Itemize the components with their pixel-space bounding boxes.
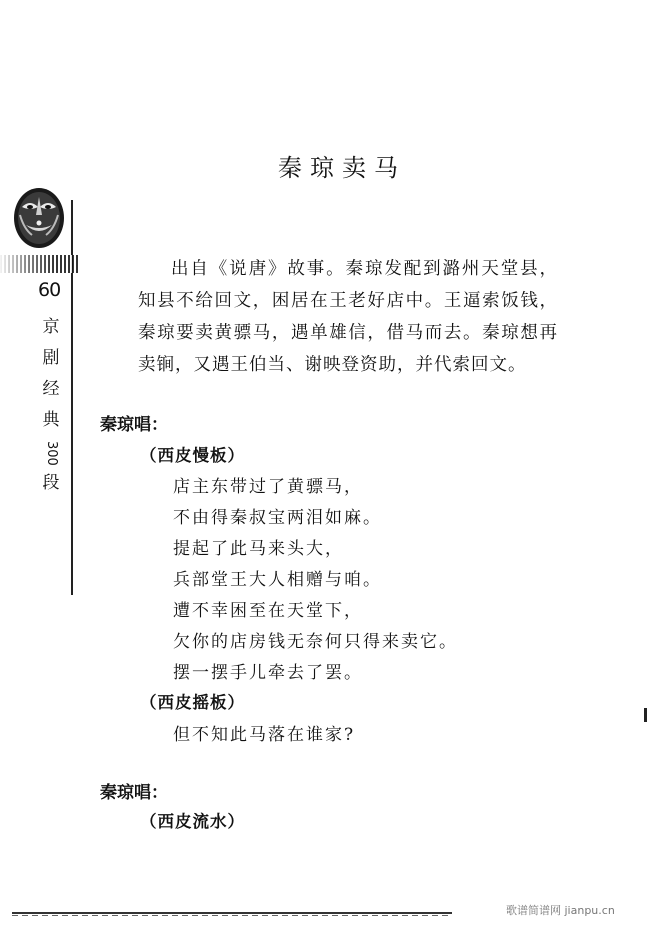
tune-label: （西皮慢板）	[140, 446, 245, 465]
singer-label: 秦琼唱：	[100, 783, 168, 803]
lyric-line: 遭不幸困至在天堂下，	[173, 601, 363, 621]
lyric-line: 欠你的店房钱无奈何只得来卖它。	[173, 632, 458, 652]
opera-mask-icon	[12, 185, 66, 255]
book-title-char: 段	[42, 473, 60, 493]
lyric-line: 不由得秦叔宝两泪如麻。	[173, 508, 382, 528]
book-title-char: 剧	[42, 348, 60, 368]
lyric-line: 摆一摆手儿牵去了罢。	[173, 663, 363, 683]
book-title-number: 300	[44, 441, 59, 466]
lyric-line: 兵部堂王大人相赠与咱。	[173, 570, 382, 590]
book-title-char: 典	[42, 410, 60, 430]
lyric-line: 提起了此马来头大，	[173, 539, 344, 559]
lyric-line: 店主东带过了黄骠马，	[173, 477, 363, 497]
book-title-char: 京	[42, 317, 60, 337]
lyric-line: 但不知此马落在谁家?	[173, 725, 356, 745]
page-title: 秦琼卖马	[278, 154, 406, 182]
intro-paragraph: 出自《说唐》故事。秦琼发配到潞州天堂县，知县不给回文，困居在王老好店中。王逼索饭钱，秦琼要卖黄骠马，遇单雄信，借马而去。秦琼想再卖锏，又遇王伯当、谢映登资助，并代索回文。	[138, 259, 558, 375]
book-title	[40, 312, 62, 499]
watermark: 歌谱简谱网 jianpu.cn	[506, 904, 615, 917]
tune-label: （西皮摇板）	[140, 693, 245, 712]
edge-mark	[644, 708, 647, 722]
singer-label: 秦琼唱：	[100, 415, 168, 435]
book-title-char: 经	[42, 379, 60, 399]
page-number: 60	[38, 279, 61, 301]
tune-label: （西皮流水）	[140, 812, 245, 831]
bottom-rule	[12, 912, 452, 914]
